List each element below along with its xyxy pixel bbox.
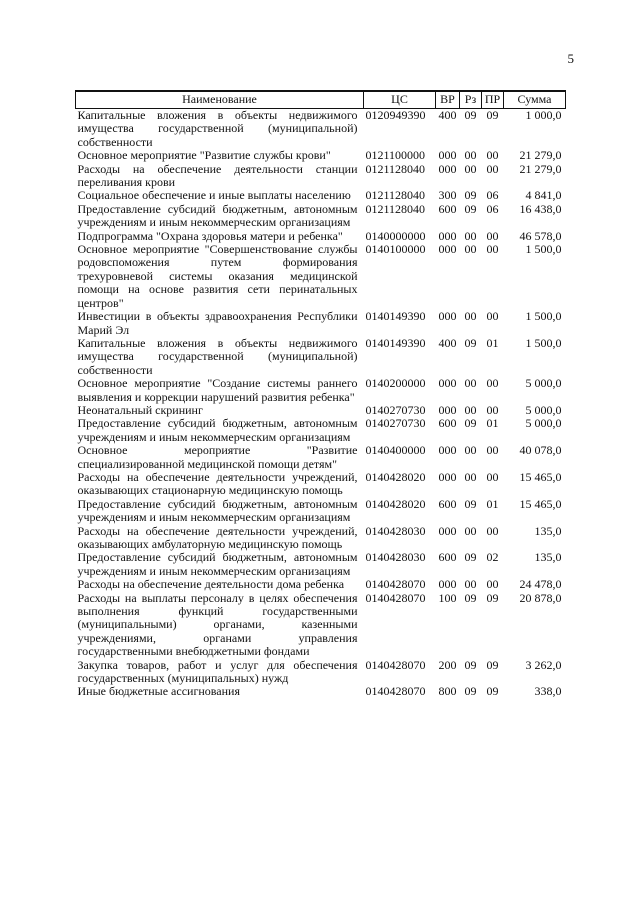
row-expense-type: 600 <box>438 416 457 431</box>
row-name: Социальное обеспечение и иные выплаты населению <box>77 188 351 203</box>
row-target-code: 0140149390 <box>365 335 426 350</box>
row-name: Основное мероприятие "Создание системы раннего выявления и коррекции нарушений развития ребенка" <box>77 376 358 404</box>
row-amount: 15 465,0 <box>519 496 562 511</box>
row-name: Расходы на обеспечение деятельности станции переливания крови <box>77 161 358 190</box>
row-subsection: 00 <box>486 228 499 243</box>
row-expense-type: 000 <box>438 309 457 324</box>
row-name: Неонатальный скрининг <box>77 402 203 417</box>
table-row <box>76 471 566 498</box>
table-row <box>76 337 566 377</box>
table-row <box>76 404 566 417</box>
row-expense-type: 000 <box>438 161 457 176</box>
row-expense-type: 000 <box>438 523 457 538</box>
row-name: Иные бюджетные ассигнования <box>77 684 240 699</box>
row-expense-type: 300 <box>438 188 457 203</box>
table-header <box>76 91 566 109</box>
row-amount: 1 500,0 <box>525 242 562 257</box>
row-target-code: 0140428070 <box>365 590 426 605</box>
row-target-code: 0121100000 <box>365 148 426 163</box>
row-subsection: 00 <box>486 577 499 592</box>
row-subsection: 00 <box>486 523 499 538</box>
row-section: 09 <box>464 657 477 672</box>
header-pr: ПР <box>482 91 504 109</box>
row-amount: 5 000,0 <box>525 416 562 431</box>
row-expense-type: 000 <box>438 469 457 484</box>
table-body <box>76 109 566 699</box>
row-target-code: 0120949390 <box>365 108 426 122</box>
row-expense-type: 800 <box>438 684 457 699</box>
row-target-code: 0140270730 <box>365 402 426 417</box>
row-subsection: 01 <box>486 335 499 350</box>
row-name: Основное мероприятие "Совершенствование службы родовспоможения путем формирования трехуровневой системы оказания медицинской помощи на основе развития сети перинатальных центров" <box>77 242 358 310</box>
row-target-code: 0140428020 <box>365 496 426 511</box>
row-subsection: 00 <box>486 148 499 163</box>
table-row <box>76 592 566 659</box>
row-section: 09 <box>464 416 477 431</box>
row-target-code: 0140428030 <box>365 523 426 538</box>
header-name: Наименование <box>76 91 364 109</box>
row-expense-type: 200 <box>438 657 457 672</box>
row-name: Инвестиции в объекты здравоохранения Республики Марий Эл <box>77 309 358 337</box>
table-row <box>76 203 566 230</box>
row-expense-type: 600 <box>438 201 457 216</box>
row-name: Капитальные вложения в объекты недвижимого имущества государственной (муниципальной) собственности <box>77 335 358 377</box>
table-row <box>76 377 566 404</box>
row-name: Предоставление субсидий бюджетным, автономным учреждениям и иным некоммерческим организациям <box>77 416 358 444</box>
table-row <box>76 685 566 698</box>
row-amount: 40 078,0 <box>519 443 562 458</box>
row-name: Основное мероприятие "Развитие службы крови" <box>77 148 331 163</box>
header-vr: ВР <box>436 91 460 109</box>
row-expense-type: 400 <box>438 335 457 350</box>
row-name: Подпрограмма "Охрана здоровья матери и ребенка" <box>77 228 343 243</box>
table-row <box>76 230 566 243</box>
row-expense-type: 400 <box>438 108 457 122</box>
row-amount: 16 438,0 <box>519 201 562 216</box>
row-expense-type: 600 <box>438 550 457 565</box>
row-amount: 135,0 <box>534 550 562 565</box>
row-target-code: 0140149390 <box>365 309 426 324</box>
budget-table <box>75 90 566 699</box>
row-section: 00 <box>464 148 477 163</box>
row-subsection: 09 <box>486 684 499 699</box>
row-expense-type: 000 <box>438 402 457 417</box>
row-subsection: 09 <box>486 108 499 122</box>
table-row <box>76 149 566 162</box>
row-amount: 1 000,0 <box>525 108 562 122</box>
row-amount: 15 465,0 <box>519 469 562 484</box>
row-subsection: 00 <box>486 309 499 324</box>
row-subsection: 02 <box>486 550 499 565</box>
table-row <box>76 243 566 310</box>
row-section: 00 <box>464 228 477 243</box>
row-section: 09 <box>464 108 477 122</box>
row-amount: 24 478,0 <box>519 577 562 592</box>
row-name: Основное мероприятие "Развитие специализированной медицинской помощи детям" <box>77 443 358 471</box>
row-amount: 135,0 <box>534 523 562 538</box>
row-section: 09 <box>464 188 477 203</box>
row-subsection: 00 <box>486 443 499 458</box>
row-target-code: 0121128040 <box>365 201 426 216</box>
table-row <box>76 417 566 444</box>
row-section: 09 <box>464 496 477 511</box>
row-expense-type: 000 <box>438 443 457 458</box>
row-amount: 20 878,0 <box>519 590 562 605</box>
row-target-code: 0140400000 <box>365 443 426 458</box>
row-amount: 1 500,0 <box>525 309 562 324</box>
page-number: 5 <box>567 51 574 66</box>
row-section: 00 <box>464 443 477 458</box>
row-subsection: 06 <box>486 188 499 203</box>
row-amount: 3 262,0 <box>525 657 562 672</box>
row-name: Капитальные вложения в объекты недвижимого имущества государственной (муниципальной) собственности <box>77 108 358 149</box>
row-name: Предоставление субсидий бюджетным, автономным учреждениям и иным некоммерческим организациям <box>77 550 358 578</box>
row-subsection: 06 <box>486 201 499 216</box>
row-subsection: 09 <box>486 657 499 672</box>
row-section: 00 <box>464 523 477 538</box>
row-name: Закупка товаров, работ и услуг для обеспечения государственных (муниципальных) нужд <box>77 657 358 686</box>
row-section: 00 <box>464 242 477 257</box>
header-rz: Рз <box>460 91 482 109</box>
row-name: Расходы на обеспечение деятельности учреждений, оказывающих амбулаторную медицинскую помощь <box>77 523 358 551</box>
row-name: Предоставление субсидий бюджетным, автономным учреждениям и иным некоммерческим организациям <box>77 201 358 230</box>
table-row <box>76 578 566 591</box>
table-row <box>76 525 566 552</box>
row-section: 00 <box>464 577 477 592</box>
row-target-code: 0140428070 <box>365 684 426 699</box>
row-amount: 21 279,0 <box>519 161 562 176</box>
row-target-code: 0121128040 <box>365 161 426 176</box>
row-subsection: 00 <box>486 402 499 417</box>
row-section: 00 <box>464 376 477 391</box>
row-section: 00 <box>464 161 477 176</box>
row-amount: 21 279,0 <box>519 148 562 163</box>
row-amount: 1 500,0 <box>525 335 562 350</box>
row-subsection: 00 <box>486 469 499 484</box>
table-row <box>76 659 566 686</box>
row-amount: 46 578,0 <box>519 228 562 243</box>
header-sum: Сумма <box>504 91 566 109</box>
row-target-code: 0140100000 <box>365 242 426 257</box>
row-amount: 4 841,0 <box>525 188 562 203</box>
row-expense-type: 000 <box>438 577 457 592</box>
row-amount: 5 000,0 <box>525 376 562 391</box>
header-code: ЦС <box>364 91 436 109</box>
row-amount: 5 000,0 <box>525 402 562 417</box>
row-expense-type: 000 <box>438 228 457 243</box>
row-section: 09 <box>464 201 477 216</box>
row-expense-type: 000 <box>438 148 457 163</box>
row-subsection: 01 <box>486 496 499 511</box>
table-row <box>76 163 566 190</box>
table-row <box>76 189 566 202</box>
row-amount: 338,0 <box>534 684 562 699</box>
row-target-code: 0140428070 <box>365 657 426 672</box>
row-target-code: 0140270730 <box>365 416 426 431</box>
row-target-code: 0140000000 <box>365 228 426 243</box>
row-subsection: 00 <box>486 161 499 176</box>
row-expense-type: 600 <box>438 496 457 511</box>
row-subsection: 00 <box>486 376 499 391</box>
row-section: 09 <box>464 550 477 565</box>
row-section: 09 <box>464 590 477 605</box>
table-row <box>76 444 566 471</box>
row-subsection: 09 <box>486 590 499 605</box>
table-row <box>76 498 566 525</box>
row-section: 09 <box>464 335 477 350</box>
row-section: 00 <box>464 469 477 484</box>
row-section: 00 <box>464 402 477 417</box>
row-expense-type: 000 <box>438 242 457 257</box>
row-target-code: 0121128040 <box>365 188 426 203</box>
row-target-code: 0140428020 <box>365 469 426 484</box>
row-target-code: 0140200000 <box>365 376 426 391</box>
table-row <box>76 109 566 150</box>
row-name: Расходы на обеспечение деятельности учреждений, оказывающих стационарную медицинскую помощь <box>77 469 358 498</box>
row-section: 09 <box>464 684 477 699</box>
row-expense-type: 000 <box>438 376 457 391</box>
row-name: Расходы на выплаты персоналу в целях обеспечения выполнения функций государственными (муниципальными) органами, казенными учреждениями, органами управления государственными внебюджетными фондами <box>77 590 358 659</box>
row-name: Расходы на обеспечение деятельности дома ребенка <box>77 577 345 592</box>
table-row <box>76 310 566 337</box>
row-expense-type: 100 <box>438 590 457 605</box>
row-section: 00 <box>464 309 477 324</box>
row-target-code: 0140428030 <box>365 550 426 565</box>
row-name: Предоставление субсидий бюджетным, автономным учреждениям и иным некоммерческим организациям <box>77 496 358 525</box>
row-subsection: 01 <box>486 416 499 431</box>
row-subsection: 00 <box>486 242 499 257</box>
table-row <box>76 551 566 578</box>
row-target-code: 0140428070 <box>365 577 426 592</box>
